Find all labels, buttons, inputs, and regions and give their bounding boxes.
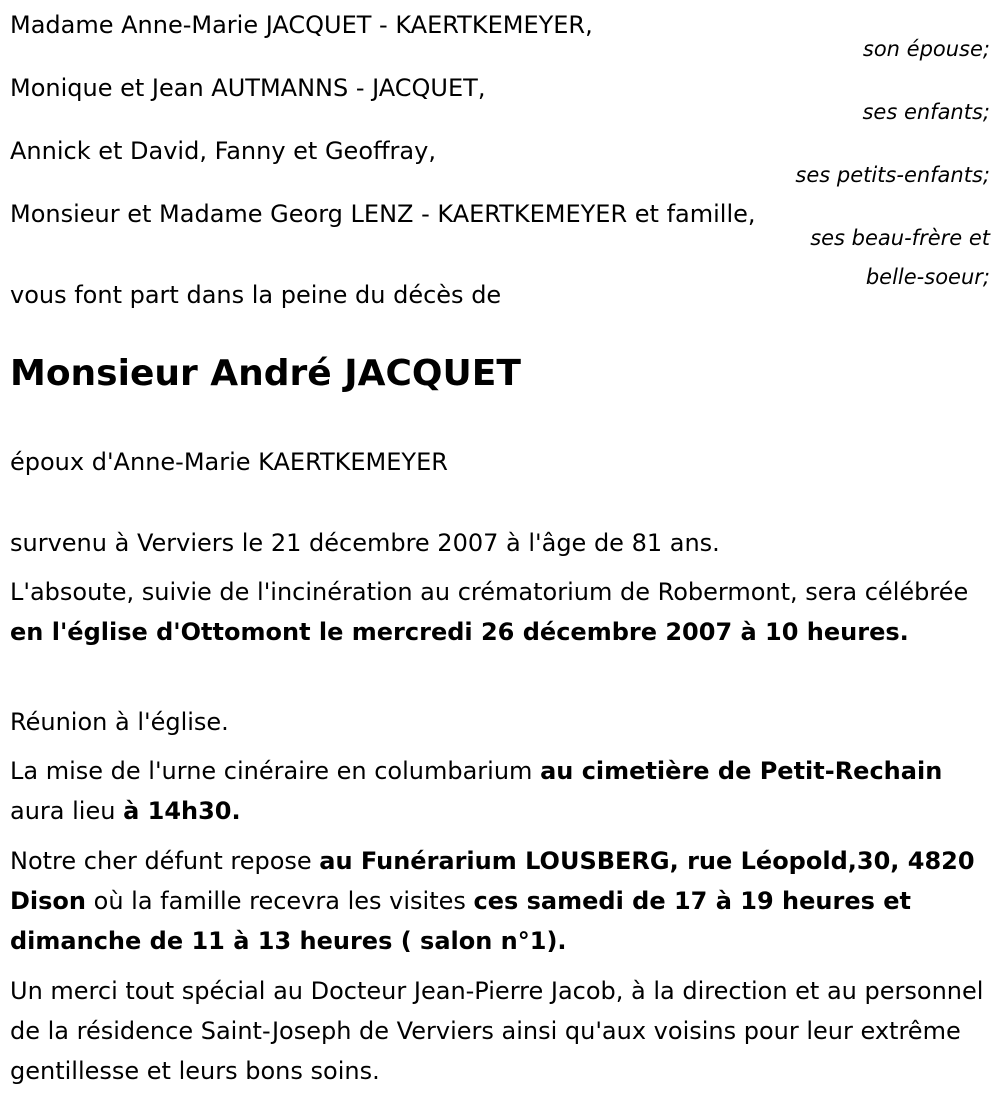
mourner-role-in-laws-line1: ses beau-frère et [810, 226, 990, 250]
spouse-line: époux d'Anne-Marie KAERTKEMEYER [10, 448, 448, 476]
reunion-paragraph [10, 702, 990, 742]
viewing-location: au Funérarium LOUSBERG, rue Léopold,30, 4820 Dison [10, 847, 975, 915]
announcement-text: vous font part dans la peine du décès de [10, 281, 502, 309]
thanks-text: Un merci tout spécial au Docteur Jean-Pierre Jacob, à la direction et au personnel de la résidence Saint-Joseph de Verviers ainsi qu'aux voisins pour leur extrême gentillesse et leurs bons soins. [10, 977, 984, 1085]
mourner-names-grandchildren: Annick et David, Fanny et Geoffray, [10, 137, 436, 165]
reunion-text: Réunion à l'église. [10, 708, 229, 736]
mourner-role-in-laws-line2: belle-soeur; [865, 265, 990, 289]
mourner-names-spouse: Madame Anne-Marie JACQUET - KAERTKEMEYER, [10, 11, 593, 39]
viewing-paragraph [10, 841, 990, 961]
mourner-role-children: ses enfants; [862, 100, 990, 124]
mourner-role-spouse: son épouse; [862, 37, 990, 61]
ceremony-paragraph [10, 572, 990, 652]
ceremony-text: L'absoute, suivie de l'incinération au crématorium de Robermont, sera célébrée [10, 578, 969, 606]
ceremony-location-date: en l'église d'Ottomont le mercredi 26 décembre 2007 à 10 heures. [10, 618, 909, 646]
death-line: survenu à Verviers le 21 décembre 2007 à l'âge de 81 ans. [10, 529, 720, 557]
urn-time: à 14h30. [123, 797, 241, 825]
deceased-name: Monsieur André JACQUET [10, 353, 521, 394]
urn-location: au cimetière de Petit-Rechain [540, 757, 943, 785]
mourner-role-grandchildren: ses petits-enfants; [795, 163, 990, 187]
mourner-names-children: Monique et Jean AUTMANNS - JACQUET, [10, 74, 486, 102]
urn-paragraph [10, 751, 990, 831]
viewing-hours: ces samedi de 17 à 19 heures et dimanche de 11 à 13 heures ( salon n°1). [10, 887, 911, 955]
urn-text-1: La mise de l'urne cinéraire en columbarium [10, 757, 541, 785]
thanks-paragraph [10, 971, 990, 1091]
viewing-text-2: où la famille recevra les visites [86, 887, 474, 915]
mourner-names-in-laws: Monsieur et Madame Georg LENZ - KAERTKEMEYER et famille, [10, 200, 756, 228]
urn-text-2: aura lieu [10, 797, 124, 825]
viewing-text-1: Notre cher défunt repose [10, 847, 320, 875]
